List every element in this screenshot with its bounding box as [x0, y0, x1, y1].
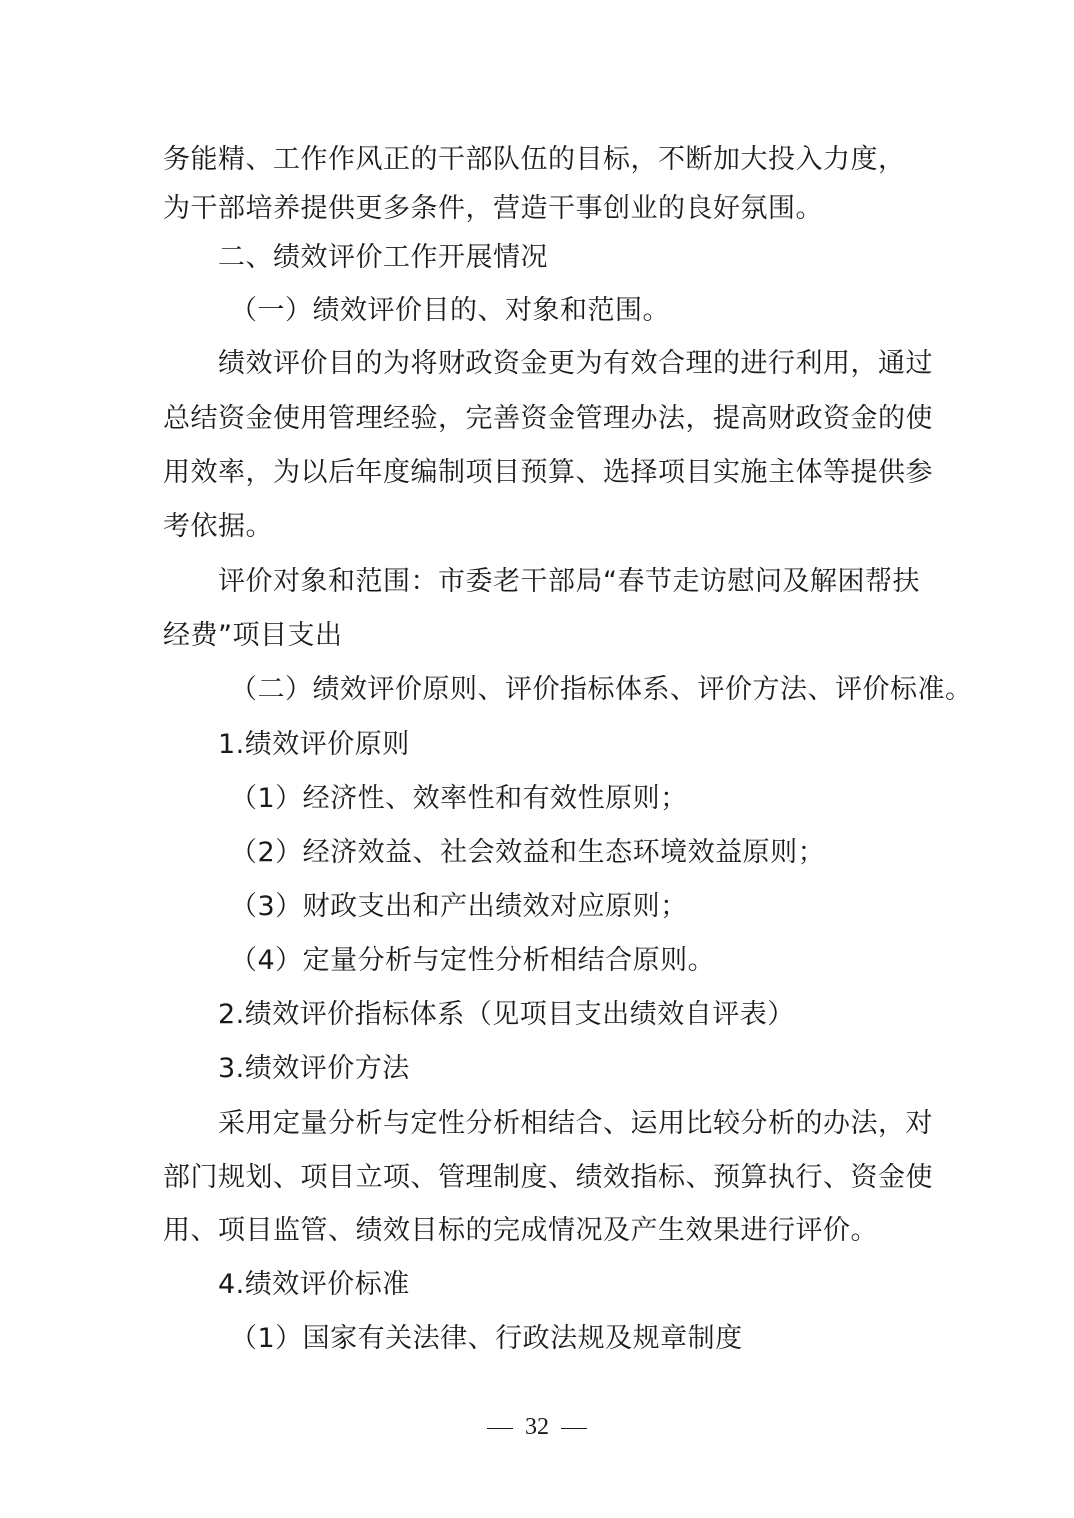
list-item: （2）经济效益、社会效益和生态环境效益原则；: [230, 837, 826, 868]
body-text-line: 考依据。: [163, 511, 273, 542]
section-heading: 二、绩效评价工作开展情况: [218, 242, 548, 273]
footer-dash-right: [561, 1428, 587, 1429]
page-number: 32: [525, 1414, 549, 1440]
body-text-line: 用效率，为以后年度编制项目预算、选择项目实施主体等提供参: [163, 457, 933, 488]
subsection-heading: （二）绩效评价原则、评价指标体系、评价方法、评价标准。: [230, 674, 973, 705]
body-text-line: 采用定量分析与定性分析相结合、运用比较分析的办法，对: [218, 1108, 933, 1139]
body-text-line: 用、项目监管、绩效目标的完成情况及产生效果进行评价。: [163, 1215, 878, 1246]
list-item: （4）定量分析与定性分析相结合原则。: [230, 945, 716, 976]
numbered-heading: 3.绩效评价方法: [218, 1053, 410, 1084]
body-text-line: 为干部培养提供更多条件，营造干事创业的良好氛围。: [163, 193, 823, 224]
body-text-line: 评价对象和范围：市委老干部局“春节走访慰问及解困帮扶: [218, 566, 920, 597]
numbered-heading: 4.绩效评价标准: [218, 1269, 410, 1300]
footer-dash-left: [487, 1428, 513, 1429]
numbered-heading: 2.绩效评价指标体系（见项目支出绩效自评表）: [218, 999, 795, 1030]
page-footer: [0, 1410, 1074, 1444]
body-text-line: 绩效评价目的为将财政资金更为有效合理的进行利用，通过: [218, 348, 933, 379]
body-text-line: 经费”项目支出: [163, 620, 343, 651]
list-item: （1）国家有关法律、行政法规及规章制度: [230, 1323, 743, 1354]
body-text-line: 部门规划、项目立项、管理制度、绩效指标、预算执行、资金使: [163, 1162, 933, 1193]
body-text-line: 总结资金使用管理经验，完善资金管理办法，提高财政资金的使: [163, 403, 933, 434]
list-item: （1）经济性、效率性和有效性原则；: [230, 783, 688, 814]
list-item: （3）财政支出和产出绩效对应原则；: [230, 891, 688, 922]
body-text-line: 务能精、工作作风正的干部队伍的目标，不断加大投入力度，: [163, 144, 906, 175]
numbered-heading: 1.绩效评价原则: [218, 729, 410, 760]
subsection-heading: （一）绩效评价目的、对象和范围。: [230, 295, 670, 326]
